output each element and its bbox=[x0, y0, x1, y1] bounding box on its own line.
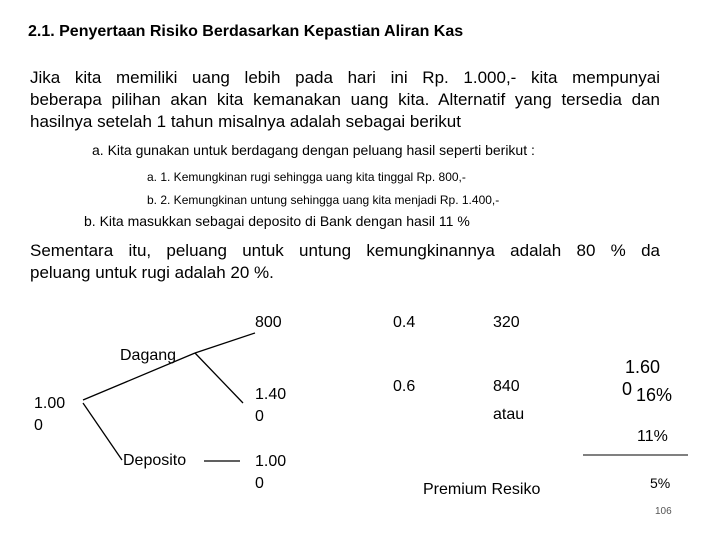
product-loss: 320 bbox=[493, 314, 520, 331]
branch-gain-line bbox=[195, 353, 243, 403]
probability-line-2: peluang untuk rugi adalah 20 %. bbox=[30, 263, 274, 282]
premium-risk-label: Premium Resiko bbox=[423, 481, 541, 498]
atau-label: atau bbox=[493, 406, 525, 423]
probability-line-1: Sementara itu, peluang untuk untung kemungkinannya adalah 80 % da bbox=[30, 241, 660, 260]
option-a: a. Kita gunakan untuk berdagang dengan peluang hasil seperti berikut : bbox=[92, 142, 535, 158]
probability-gain: 0.6 bbox=[393, 378, 416, 395]
option-b: b. Kita masukkan sebagai deposito di Bank dengan hasil 11 % bbox=[84, 213, 470, 229]
option-a-sub-1: a. 1. Kemungkinan rugi sehingga uang kita tinggal Rp. 800,- bbox=[147, 170, 466, 184]
intro-line-1: Jika kita memiliki uang lebih pada hari ini Rp. 1.000,- kita mempunyai bbox=[30, 68, 660, 87]
outcome-deposito: 1.00 0 bbox=[255, 453, 287, 492]
branch-dagang-label: Dagang bbox=[120, 347, 177, 364]
product-gain: 840 bbox=[493, 378, 520, 395]
branch-loss-line bbox=[195, 333, 255, 353]
intro-line-3: hasilnya setelah 1 tahun misalnya adalah sebagai berikut bbox=[30, 112, 461, 131]
outcome-loss: 800 bbox=[255, 314, 282, 331]
return-16-percent: 16% bbox=[636, 385, 673, 405]
branch-deposito-label: Deposito bbox=[123, 452, 187, 469]
risk-premium-percent: 5% bbox=[650, 475, 671, 491]
slide-title: 2.1. Penyertaan Risiko Berdasarkan Kepastian Aliran Kas bbox=[28, 23, 464, 40]
outcome-gain: 1.40 0 bbox=[255, 386, 287, 425]
start-amount: 1.00 0 bbox=[34, 395, 66, 434]
page-number: 106 bbox=[655, 506, 672, 517]
option-a-sub-2: b. 2. Kemungkinan untung sehingga uang kita menjadi Rp. 1.400,- bbox=[147, 193, 500, 207]
probability-loss: 0.4 bbox=[393, 314, 416, 331]
expected-value-line-2: 0 bbox=[622, 379, 633, 399]
return-11-percent: 11% bbox=[637, 428, 668, 445]
intro-line-2: beberapa pilihan akan kita kemanakan uang kita. Alternatif yang tersedia dan bbox=[30, 90, 660, 109]
expected-value-line-1: 1.60 bbox=[625, 357, 661, 377]
branch-deposito-line bbox=[83, 403, 122, 460]
